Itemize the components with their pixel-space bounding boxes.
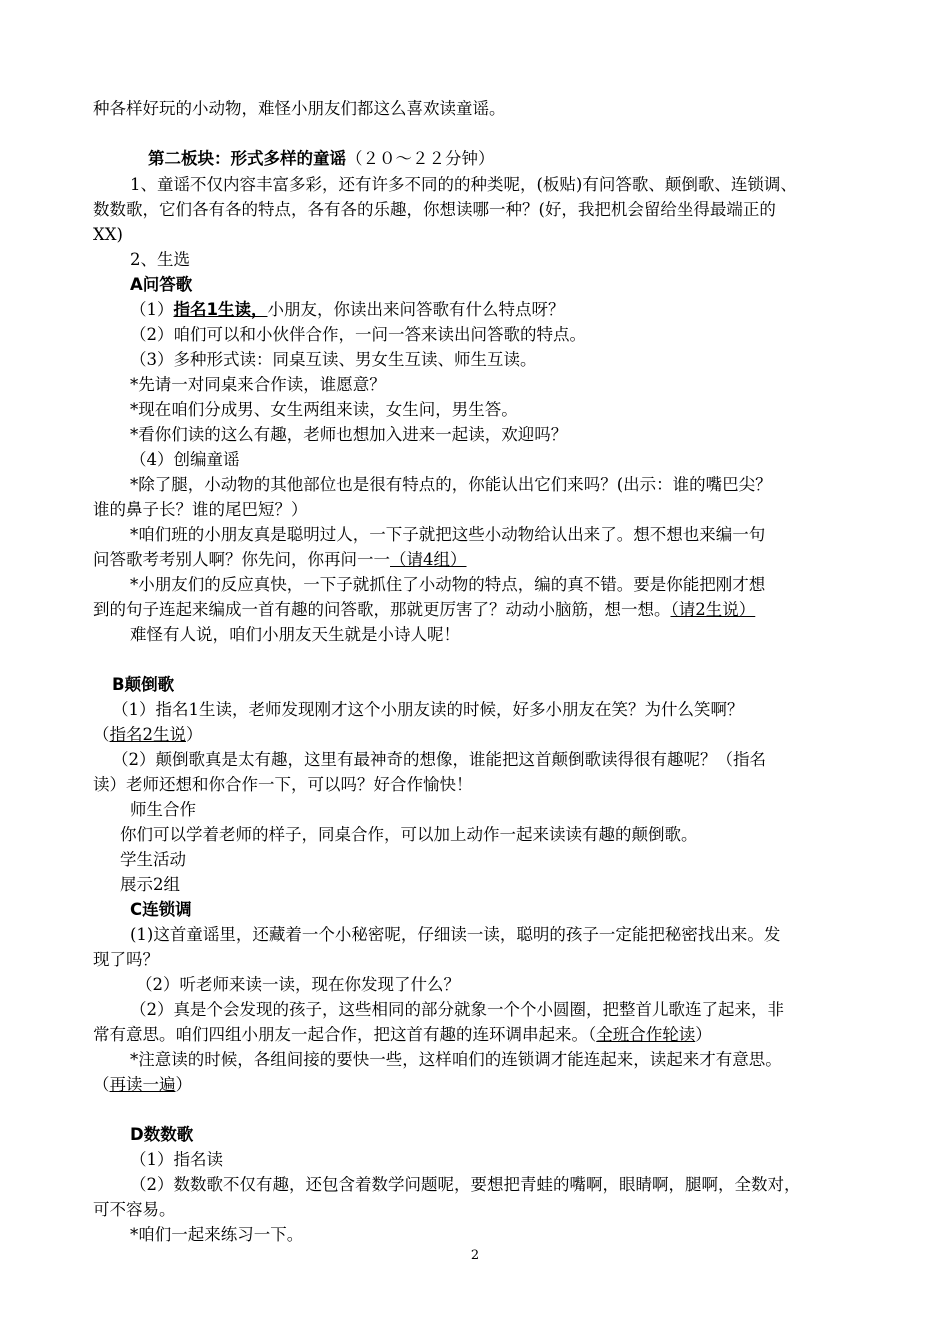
underlined-note: 指名2生说 (109, 725, 186, 744)
paragraph-line: *看你们读的这么有趣，老师也想加入进来一起读，欢迎吗？ (130, 425, 568, 444)
paragraph-line (93, 724, 203, 746)
underlined-note: 再读一遍 (109, 1075, 176, 1094)
paragraph-line: (1)这首童谣里，还藏着一个小秘密呢，仔细读一读，聪明的孩子一定能把秘密找出来。发 (130, 925, 781, 944)
paragraph-line (93, 549, 467, 571)
line-prefix: 问答歌考考别人啊？你先问，你再问一一 (93, 550, 390, 569)
line-prefix: 常有意思。咱们四组小朋友一起合作，把这首有趣的连环调串起来。（ (93, 1025, 597, 1044)
underlined-note: （请4组） (390, 550, 467, 569)
paragraph-line: （2）咱们可以和小伙伴合作，一问一答来读出问答歌的特点。 (130, 325, 586, 344)
subsection-heading-a: A问答歌 (130, 275, 193, 294)
paragraph-line: （4）创编童谣 (130, 450, 240, 469)
page-number: 2 (470, 1248, 480, 1263)
paragraph-line: 展示2组 (120, 875, 180, 894)
paragraph-line: *小朋友们的反应真快，一下子就抓住了小动物的特点，编的真不错。要是你能把刚才想 (130, 575, 766, 594)
paragraph-line: 数数歌，它们各有各的特点，各有各的乐趣，你想读哪一种？(好，我把机会留给坐得最端正的 (93, 200, 776, 219)
line-prefix: （ (93, 725, 110, 744)
section-heading-title: 第二板块：形式多样的童谣 (148, 149, 346, 168)
paragraph-line: （1）指名读 (130, 1150, 223, 1169)
paragraph-line: （2）颠倒歌真是太有趣，这里有最神奇的想像，谁能把这首颠倒歌读得很有趣呢？（指名 (112, 750, 766, 769)
paragraph-line: 1、童谣不仅内容丰富多彩，还有许多不同的的种类呢，(板贴)有问答歌、颠倒歌、连锁调、 (130, 175, 797, 194)
paragraph-line: 现了吗？ (93, 950, 159, 969)
paragraph-line: 学生活动 (120, 850, 186, 869)
paragraph-line: 难怪有人说，咱们小朋友天生就是小诗人呢！ (130, 625, 460, 644)
paragraph-line: *除了腿，小动物的其他部位也是很有特点的，你能认出它们来吗？(出示：谁的嘴巴尖？ (130, 475, 772, 494)
paragraph-line: *注意读的时候，各组间接的要快一些，这样咱们的连锁调才能连起来，读起来才有意思。 (130, 1050, 782, 1069)
paragraph-line: 2、生选 (130, 250, 190, 269)
line-prefix: （1） (130, 300, 174, 319)
line-rest: 小朋友，你读出来问答歌有什么特点呀？ (267, 300, 565, 319)
paragraph-line (93, 599, 755, 621)
paragraph-line: （2）听老师来读一读，现在你发现了什么？ (136, 975, 460, 994)
paragraph-line: （1）指名1生读，老师发现刚才这个小朋友读的时候，好多小朋友在笑？为什么笑啊？ (112, 700, 744, 719)
section-heading-duration: （２０～２２分钟） (346, 149, 495, 168)
section-heading (148, 148, 495, 170)
paragraph-line: XX) (93, 225, 123, 244)
subsection-heading-d: D数数歌 (130, 1125, 194, 1144)
paragraph-line (130, 299, 564, 321)
subsection-heading-c: C连锁调 (130, 900, 192, 919)
paragraph-line: 你们可以学着老师的样子，同桌合作，可以加上动作一起来读读有趣的颠倒歌。 (120, 825, 698, 844)
underlined-note: （请2生说） (670, 600, 756, 619)
paragraph-line: *现在咱们分成男、女生两组来读，女生问，男生答。 (130, 400, 518, 419)
paragraph-line: *先请一对同桌来合作读，谁愿意？ (130, 375, 386, 394)
paragraph-line: 谁的鼻子长？谁的尾巴短？） (93, 500, 308, 519)
paragraph-line (93, 1024, 712, 1046)
underlined-note: 指名1生读， (173, 300, 268, 319)
paragraph-line (93, 1074, 192, 1096)
paragraph-line: （2）真是个会发现的孩子，这些相同的部分就象一个个小圆圈，把整首儿歌连了起来，非 (130, 1000, 784, 1019)
line-prefix: （ (93, 1075, 110, 1094)
paragraph-line: 师生合作 (130, 800, 196, 819)
paragraph-line: *咱们班的小朋友真是聪明过人，一下子就把这些小动物给认出来了。想不想也来编一句 (130, 525, 766, 544)
paragraph-line: （3）多种形式读：同桌互读、男女生互读、师生互读。 (130, 350, 537, 369)
paragraph-line: *咱们一起来练习一下。 (130, 1225, 304, 1244)
subsection-heading-b: B颠倒歌 (112, 675, 175, 694)
line-suffix: ） (175, 1075, 192, 1094)
paragraph-line: 种各样好玩的小动物，难怪小朋友们都这么喜欢读童谣。 (93, 99, 506, 118)
paragraph-line: （2）数数歌不仅有趣，还包含着数学问题呢，要想把青蛙的嘴啊，眼睛啊，腿啊，全数对， (130, 1175, 801, 1194)
line-suffix: ） (186, 725, 203, 744)
underlined-note: 全班合作轮读 (596, 1025, 696, 1044)
line-suffix: ） (695, 1025, 712, 1044)
line-prefix: 到的句子连起来编成一首有趣的问答歌，那就更厉害了？动动小脑筋，想一想。 (93, 600, 671, 619)
paragraph-line: 可不容易。 (93, 1200, 176, 1219)
paragraph-line: 读）老师还想和你合作一下，可以吗？好合作愉快！ (93, 775, 473, 794)
